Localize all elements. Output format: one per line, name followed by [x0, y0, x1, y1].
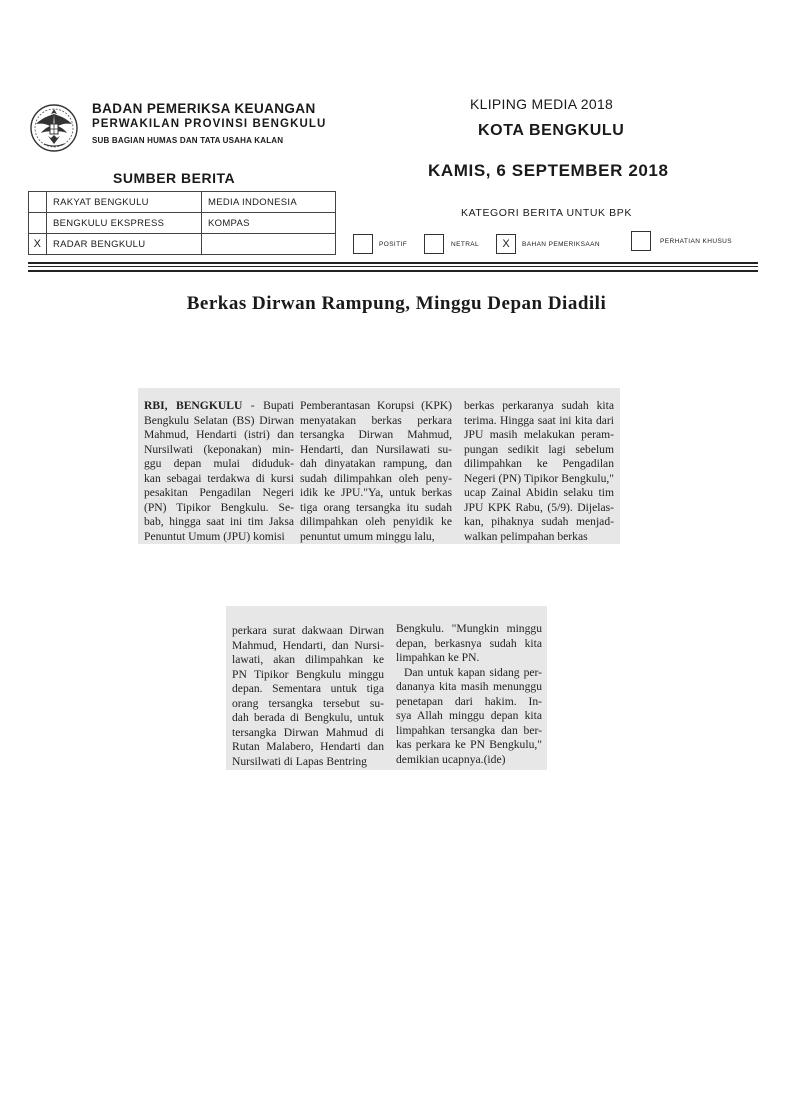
text-line: Nursilwati di Lapas Bentring — [232, 754, 367, 768]
category-label-perhatian: PERHATIAN KHUSUS — [660, 238, 733, 245]
text-line: kas perkara ke PN Bengkulu," — [396, 738, 542, 751]
text-line: Mahmud, Hendarti, dan Nursi- — [232, 638, 384, 652]
text-line: pesakitan Pengadilan Negeri — [144, 486, 294, 499]
text-line: Dan untuk kapan sidang per- — [404, 665, 542, 679]
text-line: perkara surat dakwaan Dirwan — [232, 624, 384, 637]
byline: RBI, BENGKULU — [144, 399, 243, 412]
text-line: kan sebagai terdakwa di kursi — [144, 471, 294, 485]
text-line: dilimpahkan ke Pengadilan — [464, 457, 614, 470]
text-line: kan, pihaknya sudah menjad- — [464, 515, 614, 528]
text-line: depan, berkasnya sudah kita — [396, 636, 542, 650]
clip1-col1 — [144, 399, 294, 544]
article-headline: Berkas Dirwan Rampung, Minggu Depan Diadili — [186, 293, 607, 314]
text-line: dah berada di Bengkulu, untuk — [232, 711, 384, 724]
text-line: Bengkulu. "Mungkin minggu — [396, 622, 542, 635]
source-mark — [29, 213, 47, 234]
text-line: limpahkan tersangka dan ber- — [396, 723, 542, 737]
text-line: PN Tipikor Bengkulu minggu — [232, 667, 384, 681]
source-name: BENGKULU EKSPRESS — [47, 213, 202, 234]
org-name: BADAN PEMERIKSA KEUANGAN — [92, 101, 316, 116]
text-line: Hendarti, dan Nursilawati su- — [300, 442, 452, 456]
text-line: demikian ucapnya.(ide) — [396, 752, 506, 766]
kliping-title: KLIPING MEDIA 2018 — [470, 96, 614, 112]
clipping-2 — [226, 606, 547, 770]
text-line: menyatakan berkas perkara — [300, 413, 452, 427]
source-other: MEDIA INDONESIA — [202, 192, 336, 213]
category-checkbox-positif[interactable] — [353, 234, 373, 254]
source-name: RAKYAT BENGKULU — [47, 192, 202, 213]
text-line: idik ke JPU."Ya, untuk berkas — [300, 486, 452, 499]
source-other — [202, 234, 336, 255]
text-line: depan. Sementara untuk tiga — [232, 682, 384, 695]
source-row — [29, 192, 336, 213]
clipping-date: KAMIS, 6 SEPTEMBER 2018 — [428, 161, 669, 180]
text-line: tiga orang tersangka itu sudah — [300, 500, 452, 514]
text-line: sudah dilimpahkan oleh peny- — [300, 471, 452, 485]
text-line: ggu depan mulai diduduk- — [144, 457, 294, 470]
category-label-bahan: BAHAN PEMERIKSAAN — [522, 241, 600, 248]
org-branch: PERWAKILAN PROVINSI BENGKULU — [92, 118, 327, 130]
text-line: bab, hingga saat ini tim Jaksa — [144, 515, 294, 528]
source-mark: X — [29, 234, 47, 255]
clipping-1 — [138, 388, 620, 544]
source-row — [29, 213, 336, 234]
text-line: tersangka Dirwan Mahmud di — [232, 725, 384, 739]
text-line: orang tersangka tersebut su- — [232, 696, 384, 710]
sources-title: SUMBER BERITA — [113, 170, 236, 186]
text-line: dah dinyatakan rampung, dan — [300, 457, 452, 470]
sources-table — [28, 191, 336, 255]
text-line: JPU KPK Rabu, (5/9). Dijelas- — [464, 500, 614, 514]
text-line: pungan sedikit lagi sebelum — [464, 442, 614, 456]
clip1-col2 — [300, 399, 452, 544]
clip1-col3 — [464, 399, 614, 544]
category-checkbox-perhatian[interactable] — [631, 231, 651, 251]
source-name: RADAR BENGKULU — [47, 234, 202, 255]
text-line: RBI, BENGKULU - Bupati — [144, 399, 294, 412]
clip2-col2 — [396, 622, 542, 767]
text-line: penetapan dari hakim. In- — [396, 694, 542, 708]
org-unit: SUB BAGIAN HUMAS DAN TATA USAHA KALAN — [92, 136, 284, 145]
text-line: dananya kita masih menunggu — [396, 680, 542, 693]
text-line: ucap Zainal Abidin selaku tim — [464, 486, 614, 499]
clip2-col1 — [232, 624, 384, 769]
text-line: (PN) Tipikor Bengkulu. Se- — [144, 500, 294, 514]
text-line: lawati, akan dilimpahkan ke — [232, 653, 384, 666]
text-line: walkan pelimpahan berkas — [464, 529, 588, 543]
header-divider — [28, 270, 758, 272]
text-line: Negeri (PN) Tipikor Bengkulu," — [464, 471, 614, 485]
text-line: limpahkan ke PN. — [396, 651, 480, 664]
text-line: Mahmud, Hendarti (istri) dan — [144, 428, 294, 441]
text-line: Penuntut Umum (JPU) komisi — [144, 529, 285, 543]
text-line: tersangka Dirwan Mahmud, — [300, 428, 452, 441]
category-checkbox-netral[interactable] — [424, 234, 444, 254]
kota-title: KOTA BENGKULU — [478, 122, 625, 139]
text-line: Bengkulu Selatan (BS) Dirwan — [144, 413, 294, 427]
text-line: penuntut umum minggu lalu, — [300, 529, 435, 543]
source-row — [29, 234, 336, 255]
header-divider — [28, 266, 758, 267]
category-label-netral: NETRAL — [451, 241, 480, 248]
garuda-logo-icon — [26, 100, 82, 156]
source-other: KOMPAS — [202, 213, 336, 234]
text-line: terima. Hingga saat ini kita dari — [464, 413, 614, 427]
text-line: Nursilwati (keponakan) min- — [144, 442, 294, 456]
text-line: sya Allah minggu depan kita — [396, 709, 542, 722]
category-label-positif: POSITIF — [379, 241, 408, 248]
text-line: berkas perkaranya sudah kita — [464, 399, 614, 412]
header-divider — [28, 262, 758, 264]
category-title: KATEGORI BERITA UNTUK BPK — [461, 207, 632, 219]
text-line: dilimpahkan oleh penyidik ke — [300, 515, 452, 528]
text-line: JPU masih melakukan peram- — [464, 428, 614, 441]
text-line: Pemberantasan Korupsi (KPK) — [300, 399, 452, 412]
source-mark — [29, 192, 47, 213]
text-line: Rutan Malabero, Hendarti dan — [232, 740, 384, 753]
category-checkbox-bahan[interactable]: X — [496, 234, 516, 254]
